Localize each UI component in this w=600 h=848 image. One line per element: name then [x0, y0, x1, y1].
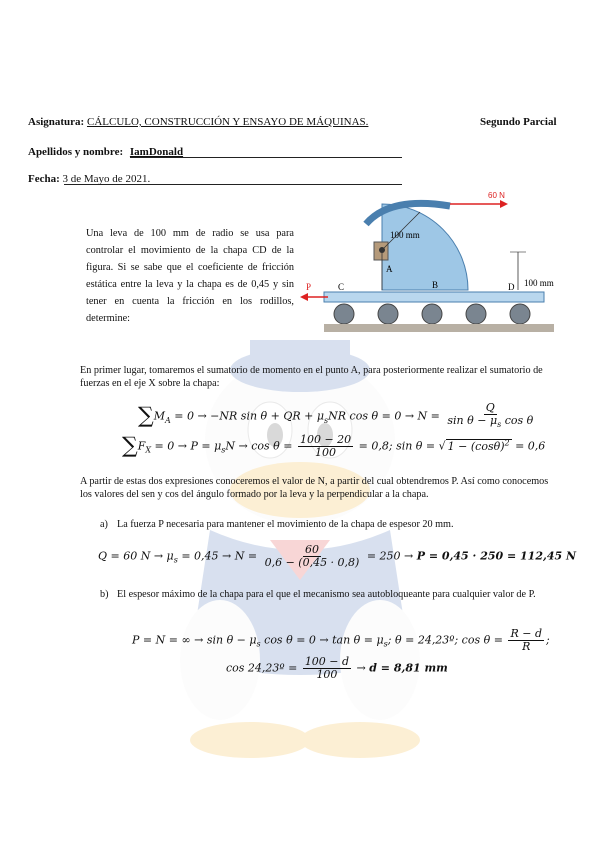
part-a-label: a) [100, 519, 108, 530]
part-a-equation: Q = 60 $N \to \mu_s = 0,45 \to N$ = $\frac{60}{0,6 - (0,45 \cdot 0,8)}$ = 250 → P = 0,45 · 250 = 112,45 N [98, 543, 577, 569]
explanation-1: En primer lugar, tomaremos el sumatorio de momento en el punto A, para posteriormente realizar el sumatorio de fuerzas en el eje X sobre la chapa: [80, 365, 543, 389]
part-b-question: El espesor máximo de la chapa para el que el mecanismo sea autobloqueante para cualquier valor de P. [117, 589, 536, 600]
equation-forces: $\sum F_X = 0 \to P = \mu_sN \to \cos \theta$ = $\frac{100 - 20}{100}$ = 0,8; sin θ = √ $1 - (\cos\theta)^2 = 0,6$ [122, 433, 546, 459]
name-value: IamDonald [129, 146, 184, 158]
height-label: 100 mm [524, 278, 554, 288]
point-d-label: D [508, 282, 515, 292]
part-b-equation-2: cos 24,23º = $\frac{100 - d}{100}$ → d = 8,81 mm [226, 655, 448, 681]
name-underline [130, 157, 402, 158]
part-a-result: 112,45 N [520, 549, 577, 563]
force-label: 60 N [488, 191, 505, 200]
point-a-label: A [386, 264, 393, 274]
subject-value: CÁLCULO, CONSTRUCCIÓN Y ENSAYO DE MÁQUINAS. [86, 116, 369, 128]
date-underline [64, 184, 402, 185]
part-a-question: La fuerza P necesaria para mantener el movimiento de la chapa de espesor 20 mm. [117, 519, 454, 530]
subject-label: Asignatura: [28, 116, 85, 128]
date-label: Fecha: [28, 173, 60, 185]
part-b-result: d = 8,81 mm [369, 661, 448, 675]
name-label: Apellidos y nombre: [28, 146, 124, 158]
load-label: P [306, 282, 312, 292]
part-b-equation-1: P = N = ∞ → $\sin \theta - \mu_s$ $\cos \theta = 0 \to \tan \theta = \mu_s$; θ = 24,23º; cos θ = $\frac{R - d}{R}$ ; [132, 627, 550, 653]
radius-label: 100 mm [390, 230, 420, 240]
subject-line [28, 116, 368, 128]
date-value: 3 de Mayo de 2021. [62, 173, 151, 185]
problem-statement: Una leva de 100 mm de radio se usa para controlar el movimiento de la chapa CD de la figura. Si se sabe que el coeficiente de fricción estática entre la leva y la chapa es de 0,45 y sin tener en cuenta la fricción en los rodillos, determine: [86, 228, 294, 324]
cam-figure [300, 186, 578, 338]
equation-moment: $\sum M_A = 0 \to -NR$ sin θ + QR + $\mu_sNR$ cos θ = 0 → N = $\frac{Q}{\sin \theta - \mu_s \cos \theta}$ [138, 401, 534, 430]
exam-title: Segundo Parcial [480, 116, 557, 128]
part-b-label: b) [100, 589, 109, 600]
point-b-label: B [432, 280, 439, 290]
explanation-2: A partir de estas dos expresiones conoceremos el valor de N, a partir del cual obtendremos P. Así como conocemos los valores del sen y cos del ángulo formado por la leva y la perpendicular a la chapa. [80, 476, 549, 500]
point-c-label: C [338, 282, 345, 292]
